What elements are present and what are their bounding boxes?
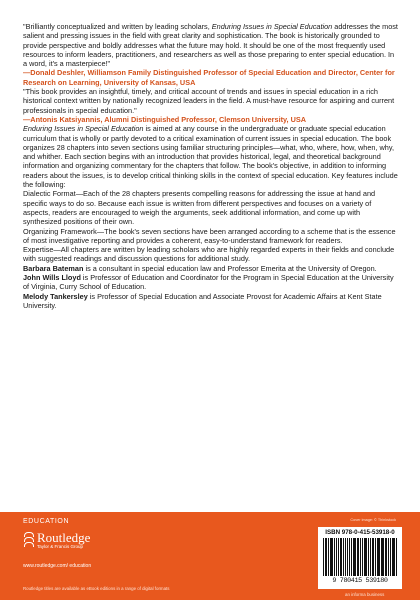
informa-tagline: an informa business (345, 592, 385, 597)
book-title-italic: Enduring Issues in Special Education (211, 22, 333, 31)
author-name: Melody Tankersley (23, 291, 88, 301)
endorsement-quote: "Brilliantly conceptualized and written by leading scholars, Enduring Issues in Special Education addresses the most salient and pressing issues in the field with great clarity and sophistication. The book is historically grounded to provide perspective and boldly addresses what the future may hold. It should be one of the most frequently used resources to inform leaders, practitioners, and researchers as well as those preparing to enter special education. In a word, it's a masterpiece!" —Donald Deshler, Williamson Family Distinguished Professor of Special Education and Director, Center for Research on Learning, University of Kansas, USA (23, 22, 398, 87)
subject-category: EDUCATION (23, 518, 70, 525)
author-bio: John Wills Lloyd is Professor of Education and Coordinator for the Program in Special Education at the University of Virginia, Curry School of Education. (23, 273, 394, 292)
feature-organizing-framework: Organizing Framework—The book's seven sections have been arranged according to a scheme that is the essence of most investigative reporting and provides a coherent, easy-to-understand framework for readers. (23, 226, 396, 245)
publisher-name: Routledge (37, 530, 91, 545)
endorsement-attribution: —Donald Deshler, Williamson Family Distinguished Professor of Special Education and Director, Center for Research on Learning, University of Kansas, USA (23, 68, 395, 87)
ebook-note: Routledge titles are available as eBook editions in a range of digital formats (23, 586, 170, 591)
book-title-italic: Enduring Issues in Special Education (23, 124, 144, 134)
isbn-barcode-icon (323, 538, 397, 576)
routledge-logo (23, 531, 90, 550)
author-name: John Wills Lloyd (23, 273, 81, 283)
author-bio: Barbara Bateman is a consultant in special education law and Professor Emerita at the University of Oregon. (23, 263, 377, 273)
publisher-footer (0, 512, 420, 600)
back-cover-text (23, 22, 399, 310)
feature-dialectic-format: Dialectic Format—Each of the 28 chapters presents compelling reasons for addressing the issue at hand and specific ways to do so. Because each issue is written from different perspectives and focuses on a variety of aspects, readers are encouraged to weigh the arguments, seek additional information, and come up with synthesized positions of their own. (23, 189, 376, 227)
publisher-subtitle: Taylor & Francis Group (37, 544, 84, 549)
cover-image-credit: Cover image: © Thinkstock (350, 518, 396, 522)
barcode-digits: 9 780415 539180 (332, 577, 388, 585)
book-description: Enduring Issues in Special Education is aimed at any course in the undergraduate or graduate special education curriculum that is wholly or partly devoted to a critical examination of current issues in special education. The book organizes 28 chapters into seven sections using familiar structuring principles—what, who, where, how, when, why, and whither. Each section begins with an introduction that provides historical, legal, and theoretical background information and organizing commentary for the chapters that follow. The book's objective, in addition to informing readers about the issues, is to develop critical thinking skills in the context of special education. Key features include the following: (23, 124, 398, 190)
publisher-website: www.routledge.com/ education (23, 563, 92, 569)
isbn-barcode-box (318, 527, 402, 589)
routledge-logo-icon (23, 531, 33, 548)
author-name: Barbara Bateman (23, 263, 84, 273)
isbn-number: ISBN 978-0-415-53918-0 (325, 529, 395, 536)
author-bio: Melody Tankersley is Professor of Special Education and Associate Provost for Academic Affairs at Kent State University. (23, 291, 382, 310)
feature-expertise: Expertise—All chapters are written by leading scholars who are highly regarded experts in their fields and conclude with suggested readings and discussion questions for additional study. (23, 245, 395, 264)
endorsement-attribution: —Antonis Katsiyannis, Alumni Distinguished Professor, Clemson University, USA (23, 114, 307, 124)
endorsement-quote: "This book provides an insightful, timely, and critical account of trends and issues in special education in a rich historical context written by nationally recognized leaders in the field. A must-have resource for aspiring and current professionals in special education." —Antonis Katsiyannis, Alumni Distinguished Professor, Clemson University, USA (23, 87, 395, 124)
